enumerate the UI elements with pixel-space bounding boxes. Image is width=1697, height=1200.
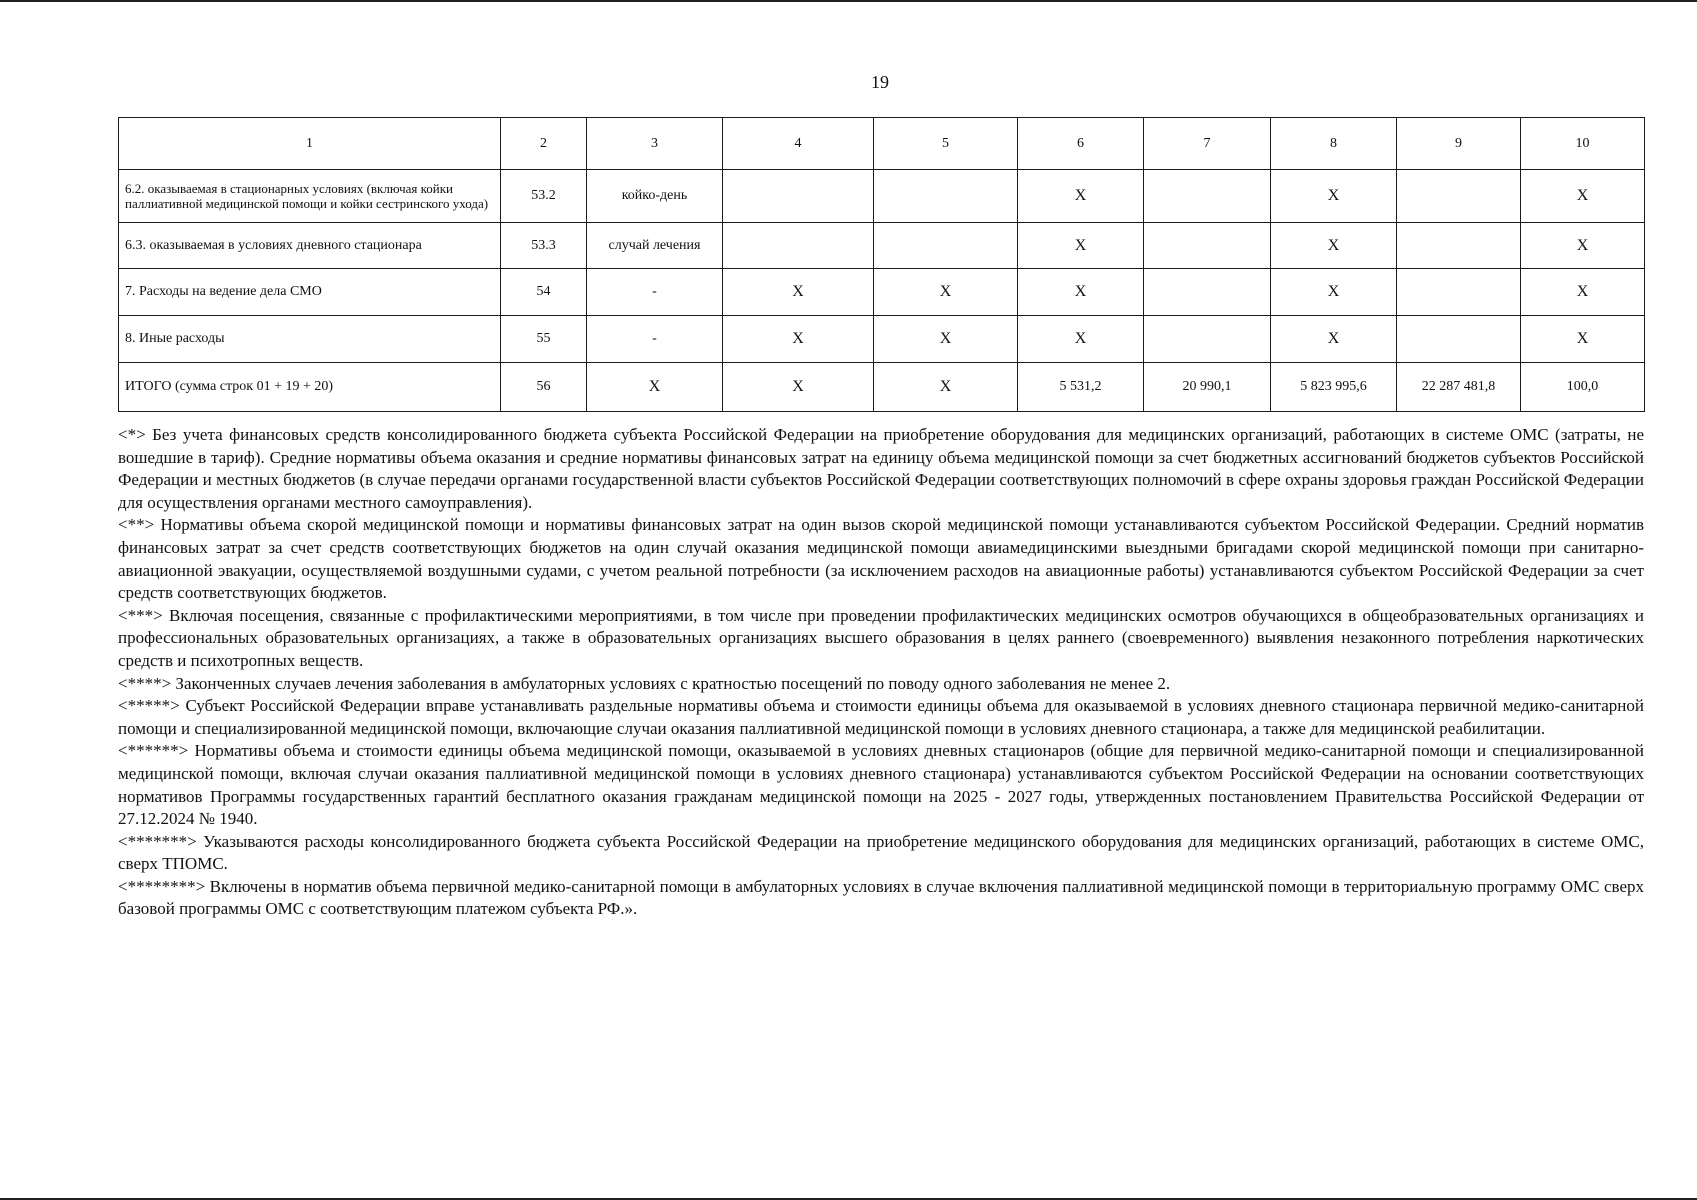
data-cell — [1144, 170, 1271, 223]
data-cell: X — [1018, 316, 1144, 363]
header-cell: 10 — [1521, 118, 1645, 170]
data-cell: X — [1271, 170, 1397, 223]
data-cell: 5 823 995,6 — [1271, 363, 1397, 412]
header-cell: 7 — [1144, 118, 1271, 170]
data-cell: X — [1521, 223, 1645, 269]
data-cell — [723, 170, 874, 223]
footnote: <****> Законченных случаев лечения заболевания в амбулаторных условиях с кратностью посещений по поводу одного заболевания не менее 2. — [118, 673, 1171, 693]
data-cell: X — [1018, 223, 1144, 269]
data-cell: X — [874, 363, 1018, 412]
table-row — [119, 316, 1645, 363]
row-description: 7. Расходы на ведение дела СМО — [119, 269, 501, 316]
table-row — [119, 223, 1645, 269]
data-cell: 22 287 481,8 — [1397, 363, 1521, 412]
data-cell: X — [874, 316, 1018, 363]
footnote: <*******> Указываются расходы консолидированного бюджета субъекта Российской Федерации на приобретение медицинского оборудования для медицинских организаций, работающих в системе ОМС, сверх ТПОМС. — [118, 831, 1644, 874]
data-cell: 20 990,1 — [1144, 363, 1271, 412]
data-cell — [723, 223, 874, 269]
data-cell — [1397, 223, 1521, 269]
table-row-total — [119, 363, 1645, 412]
table-header-row — [119, 118, 1645, 170]
unit-cell: X — [587, 363, 723, 412]
data-cell: X — [1271, 269, 1397, 316]
footnote: <*> Без учета финансовых средств консолидированного бюджета субъекта Российской Федерации на приобретение оборудования для медицинских организаций, работающих в системе ОМС (затраты, не вошедшие в тариф). Средние нормативы объема оказания и средние нормативы финансовых затрат на единицу объема медицинской помощи за счет бюджетных ассигнований бюджетов субъектов Российской Федерации и местных бюджетов (в случае передачи органами государственной власти субъектов Российской Федерации соответствующих полномочий в сфере охраны здоровья граждан Российской Федерации для осуществления органами местного самоуправления). — [118, 425, 1644, 512]
top-scan-edge — [0, 0, 1697, 2]
data-cell: X — [1521, 269, 1645, 316]
header-cell: 5 — [874, 118, 1018, 170]
footnote: <********> Включены в норматив объема первичной медико-санитарной помощи в амбулаторных условиях в случае включения паллиативной медицинской помощи в территориальную программу ОМС сверх базовой программы ОМС с соответствующим платежом субъекта РФ.». — [118, 876, 1644, 919]
data-cell: 5 531,2 — [1018, 363, 1144, 412]
unit-cell: - — [587, 316, 723, 363]
budget-table — [118, 117, 1645, 412]
header-cell: 1 — [119, 118, 501, 170]
row-number: 55 — [501, 316, 587, 363]
data-cell: 100,0 — [1521, 363, 1645, 412]
data-cell — [1397, 269, 1521, 316]
row-number: 54 — [501, 269, 587, 316]
header-cell: 3 — [587, 118, 723, 170]
row-number: 53.3 — [501, 223, 587, 269]
footnote: <***> Включая посещения, связанные с профилактическими мероприятиями, в том числе при проведении профилактических медицинских осмотров обучающихся в общеобразовательных организациях и профессиональных образовательных организациях, а также в образовательных организациях высшего образования в целях раннего (своевременного) выявления незаконного потребления наркотических средств и психотропных веществ. — [118, 605, 1644, 670]
row-number: 56 — [501, 363, 587, 412]
data-cell: X — [723, 269, 874, 316]
header-cell: 8 — [1271, 118, 1397, 170]
footnote: <**> Нормативы объема скорой медицинской помощи и нормативы финансовых затрат на один вызов скорой медицинской помощи устанавливаются субъектом Российской Федерации. Средний норматив финансовых затрат за счет средств соответствующих бюджетов на один случай оказания медицинской помощи авиамедицинскими выездными бригадами скорой медицинской помощи при санитарно-авиационной эвакуации, осуществляемой воздушными судами, с учетом реальной потребности (за исключением расходов на авиационные работы) устанавливаются субъектом Российской Федерации за счет средств соответствующих бюджетов. — [118, 515, 1644, 603]
row-description: 8. Иные расходы — [119, 316, 501, 363]
unit-cell: - — [587, 269, 723, 316]
table-row — [119, 269, 1645, 316]
data-cell: X — [723, 316, 874, 363]
data-cell: X — [1521, 316, 1645, 363]
unit-cell: случай лечения — [587, 223, 723, 269]
footnote: <******> Нормативы объема и стоимости единицы объема медицинской помощи, оказываемой в условиях дневных стационаров (общие для первичной медико-санитарной помощи и специализированной медицинской помощи, включая случаи оказания паллиативной медицинской помощи в условиях дневного стационара) устанавливаются субъектом Российской Федерации на основании соответствующих нормативов Программы государственных гарантий бесплатного оказания гражданам медицинской помощи на 2025 - 2027 годы, утвержденных постановлением Правительства Российской Федерации от 27.12.2024 № 1940. — [118, 741, 1644, 829]
header-cell: 4 — [723, 118, 874, 170]
data-cell: X — [1018, 170, 1144, 223]
header-cell: 2 — [501, 118, 587, 170]
data-cell — [1144, 269, 1271, 316]
data-cell — [1397, 316, 1521, 363]
footnotes — [118, 424, 1644, 921]
data-cell: X — [1521, 170, 1645, 223]
data-cell: X — [874, 269, 1018, 316]
data-cell: X — [1271, 223, 1397, 269]
row-description: 6.2. оказываемая в стационарных условиях (включая койки паллиативной медицинской помощи и койки сестринского ухода) — [119, 170, 501, 223]
table-row — [119, 170, 1645, 223]
data-cell — [874, 223, 1018, 269]
data-cell — [1144, 316, 1271, 363]
unit-cell: койко-день — [587, 170, 723, 223]
header-cell: 9 — [1397, 118, 1521, 170]
row-number: 53.2 — [501, 170, 587, 223]
data-cell: X — [723, 363, 874, 412]
row-description: 6.3. оказываемая в условиях дневного стационара — [119, 223, 501, 269]
data-cell — [874, 170, 1018, 223]
row-description: ИТОГО (сумма строк 01 + 19 + 20) — [119, 363, 501, 412]
data-cell: X — [1271, 316, 1397, 363]
data-cell — [1397, 170, 1521, 223]
data-cell: X — [1018, 269, 1144, 316]
header-cell: 6 — [1018, 118, 1144, 170]
page-number: 19 — [871, 72, 889, 92]
data-cell — [1144, 223, 1271, 269]
footnote: <*****> Субъект Российской Федерации вправе устанавливать раздельные нормативы объема и стоимости единицы объема для оказываемой в условиях дневного стационара первичной медико-санитарной помощи и специализированной медицинской помощи, включающие случаи оказания паллиативной медицинской помощи в условиях дневного стационара, а также для медицинской реабилитации. — [118, 696, 1644, 738]
